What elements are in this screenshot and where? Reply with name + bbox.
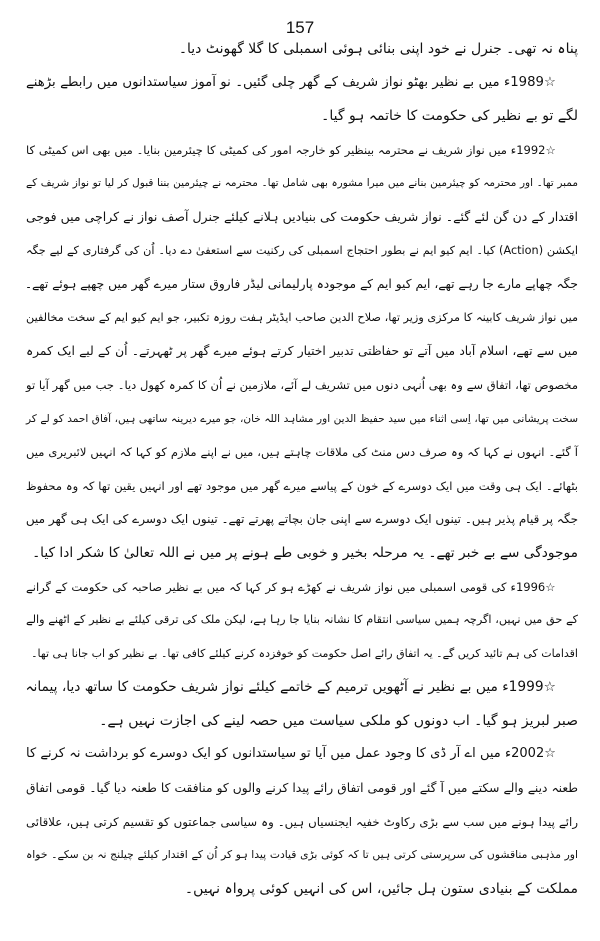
paragraph-line: موجودگی سے بے خبر تھے۔ یہ مرحلہ بخیر و خوبی طے ہونے پر میں نے اللہ تعالیٰ کا شکر ادا کیا۔ xyxy=(32,544,578,561)
paragraph-line: صبر لبریز ہو گیا۔ اب دونوں کو ملکی سیاست میں حصہ لینے کی اجازت نہیں ہے۔ xyxy=(99,712,578,729)
paragraph-line: سخت پریشانی میں تھا، اِسی اثناء میں سید حفیظ الدین اور مشاہد اللہ خان، جو میرے دیرینہ ساتھی ہیں، آفاق احمد کو لے کر xyxy=(26,412,578,425)
paragraph-line: میں سے تھے، اسلام آباد میں آتے تو حفاظتی تدبیر اختیار کرتے ہوئے میرے گھر پر ٹھہرتے۔ اُن کے لیے ایک کمرہ xyxy=(26,344,578,359)
paragraph-first-line: ☆1999ء میں بے نظیر نے آٹھویں ترمیم کے خاتمے کیلئے نواز شریف حکومت کا ساتھ دیا، پیمانہ xyxy=(25,679,556,696)
paragraph-line: بٹھائے۔ ایک ہی وقت میں ایک دوسرے کے خون کے پیاسے میرے گھر میں موجود تھے اور انہیں یقین تھا کہ وہ محفوظ xyxy=(26,478,578,493)
paragraph-first-line: ☆2002ء میں اے آر ڈی کا وجود عمل میں آیا تو سیاستدانوں کو ایک دوسرے کو برداشت نہ کرنے کا xyxy=(26,746,556,762)
paragraph-line: رائے پیدا ہونے میں سب سے بڑی رکاوٹ خفیہ ایجنسیاں ہیں۔ وہ سیاسی جماعتوں کو تقسیم کرتی ہیں، علاقائی xyxy=(26,814,578,829)
paragraph-line: لگے تو بے نظیر کی حکومت کا خاتمہ ہو گیا۔ xyxy=(321,108,578,125)
paragraph-line: اقدامات کی ہم تائید کریں گے۔ یہ اتفاق رائے اصل حکومت کو خوفزدہ کرنے کیلئے کافی تھا۔ بے نظیر کو اب جانا ہی تھا۔ xyxy=(31,646,578,660)
paragraph-first-line: ☆1992ء میں نواز شریف نے محترمہ بینظیر کو خارجہ امور کی کمیٹی کا چیئرمین بنایا۔ میں بھی اس کمیٹی کا xyxy=(26,142,557,157)
paragraph-line: مملکت کے بنیادی ستون ہل جائیں، اس کی انہیں کوئی پرواہ نہیں۔ xyxy=(184,880,578,897)
paragraph-line: ایکشن (Action) کیا۔ ایم کیو ایم نے بطور احتجاج اسمبلی کی رکنیت سے استعفیٰ دے دیا۔ اُن کی گرفتاری کے لیے جگہ xyxy=(26,243,579,257)
paragraph-line: اقتدار کے دن گن لئے گئے۔ نواز شریف حکومت کی بنیادیں ہلانے کیلئے جنرل آصف نواز نے کراچی میں فوجی xyxy=(26,208,578,224)
paragraph-line: مخصوص تھا، اتفاق سے وہ بھی اُنہی دنوں میں تشریف لے آئے، ملازمین نے اُن کا کمرہ کھول دیا۔ جب میں گھر آیا تو xyxy=(26,377,578,392)
paragraph-line: آ گئے۔ انہوں نے کہا کہ وہ صرف دس منٹ کی ملاقات چاہتے ہیں، میں نے اپنے ملازم کو کہا کہ انہیں لائبریری میں xyxy=(26,445,578,460)
paragraph-first-line: ☆1996ء کی قومی اسمبلی میں نواز شریف نے کھڑے ہو کر کہا کہ میں بے نظیر صاحبہ کی حکومت کے گرانے xyxy=(26,579,557,594)
paragraph-line: میں نواز شریف کابینہ کا مرکزی وزیر تھا، صلاح الدین صاحب ایڈیٹر ہفت روزہ تکبیر، جو ایم کیو ایم کے سخت مخالفین xyxy=(26,310,578,324)
paragraph-line: جگہ پر قیام پذیر ہیں۔ تینوں ایک دوسرے سے اپنی جان بچاتے پھرتے تھے۔ تینوں ایک دوسرے کی ایک ہی گھر میں xyxy=(25,512,578,527)
paragraph-line: اور مذہبی مناقشوں کی سرپرستی کرتی ہیں تا کہ کوئی بڑی قیادت پیدا ہو کر اُن کے اقتدار کیلئے چیلنج نہ بن سکے۔ خواہ xyxy=(26,848,578,862)
paragraph-first-line: ☆1989ء میں بے نظیر بھٹو نواز شریف کے گھر چلی گئیں۔ نو آموز سیاستدانوں میں رابطے بڑھنے xyxy=(26,74,556,90)
paragraph-line: کے حق میں نہیں، اگرچہ ہمیں سیاسی انتقام کا نشانہ بنایا جا رہا ہے، لیکن ملک کی ترقی کیلئے بے نظیر کے اٹھنے والے xyxy=(26,613,578,627)
paragraph-line: جگہ چھاپے مارے جا رہے تھے، ایم کیو ایم کے موجودہ پارلیمانی لیڈر فاروق ستار میرے گھر میں چھپے ہوئے تھے۔ xyxy=(24,277,578,292)
body-text xyxy=(26,36,578,902)
paragraph-line: طعنہ دینے والے سکتے میں آ گئے اور قومی اتفاق رائے پیدا کرنے والوں کو منافقت کا طعنہ دیا گیا۔ قومی اتفاق xyxy=(26,781,578,796)
paragraph-line: ممبر تھا۔ اور محترمہ کو چیئرمین بنانے میں میرا مشورہ بھی شامل تھا۔ محترمہ نے چیئرمین بننا قبول کر لیا تو نواز شریف کے xyxy=(26,177,578,190)
page-number: 157 xyxy=(285,18,315,37)
paragraph-first-line: پناہ نہ تھی۔ جنرل نے خود اپنی بنائی ہوئی اسمبلی کا گلا گھونٹ دیا۔ xyxy=(178,41,578,57)
